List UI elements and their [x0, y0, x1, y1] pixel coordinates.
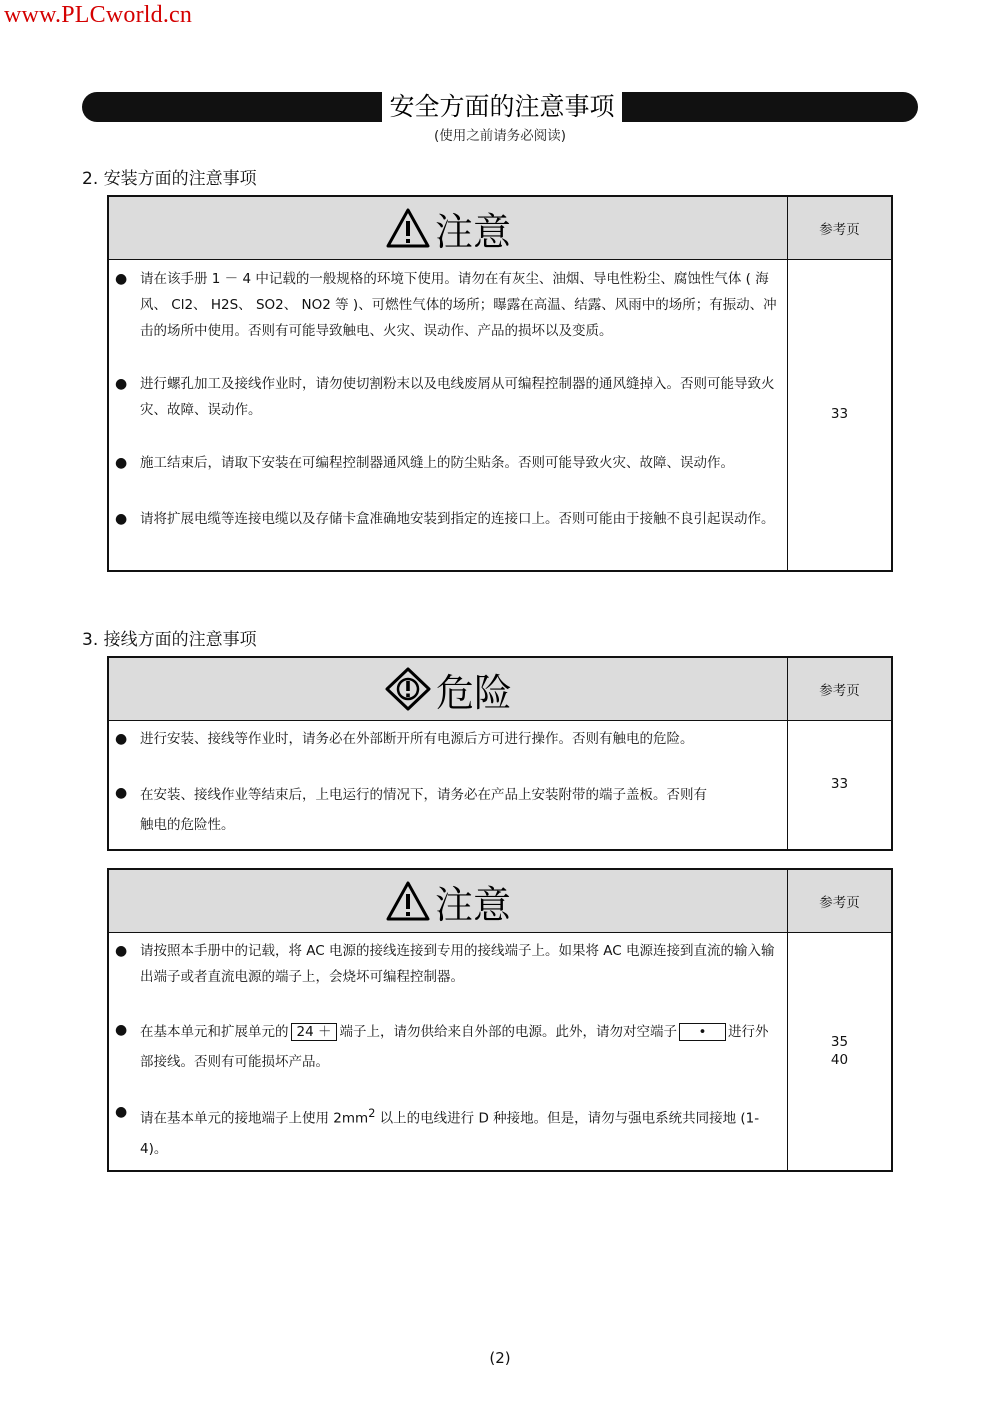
list-item	[115, 1099, 781, 1164]
bullet-icon: ●	[115, 943, 128, 959]
item-text: 请在该手册 1 － 4 中记载的一般规格的环境下使用。请勿在有灰尘、油烟、导电性粉尘、腐蚀性气体 ( 海风、 Cl2、 H2S、 SO2、 NO2 等 )、可燃性气体的场所；曝露在高温、结露、风雨中的场所；有振动、冲击的场所中使用。否则有可能导致触电、火灾、误动作、产品的损坏以及变质。	[140, 271, 777, 339]
list-item	[115, 780, 715, 840]
page-number: (2)	[489, 1349, 511, 1367]
box-title	[109, 870, 787, 932]
blank-terminal-box: •	[679, 1023, 726, 1041]
section-heading-wiring: 3. 接线方面的注意事项	[82, 630, 257, 650]
item-text: 进行螺孔加工及接线作业时，请勿使切割粉末以及电线废屑从可编程控制器的通风缝掉入。否则可能导致火灾、故障、误动作。	[140, 376, 775, 418]
item-text-part: 进行外部接线。否则有可能损坏产品。	[140, 1024, 769, 1070]
warning-triangle-icon	[385, 207, 431, 249]
title-banner	[82, 90, 918, 124]
item-text-part: 以上的电线进行 D 种接地。但是，请勿与强电系统共同接地 (1-4)。	[140, 1110, 760, 1157]
item-text-part: 端子上，请勿供给来自外部的电源。此外，请勿对空端子	[339, 1024, 677, 1040]
item-text	[140, 1017, 781, 1077]
reference-page-value: 40	[830, 1052, 849, 1068]
caution-box-wiring	[107, 868, 893, 1172]
reference-page-header: 参考页	[819, 222, 860, 238]
item-text: 施工结束后，请取下安装在可编程控制器通风缝上的防尘贴条。否则可能导致火灾、故障、误动作。	[140, 455, 734, 471]
reference-page-header: 参考页	[819, 683, 860, 699]
bullet-icon: ●	[115, 511, 128, 527]
terminal-24plus-box: 24 ＋	[291, 1023, 338, 1041]
reference-page-value: 33	[830, 406, 849, 422]
watermark-url: www.PLCworld.cn	[4, 2, 193, 28]
item-text: 请将扩展电缆等连接电缆以及存储卡盒准确地安装到指定的连接口上。否则可能由于接触不良引起误动作。	[140, 511, 775, 527]
list-item	[115, 450, 781, 476]
bullet-icon: ●	[115, 785, 128, 801]
bullet-icon: ●	[115, 271, 128, 287]
list-item	[115, 371, 781, 423]
bullet-icon: ●	[115, 455, 128, 471]
bullet-icon: ●	[115, 1022, 128, 1038]
danger-label: 危险	[435, 670, 512, 715]
danger-box-wiring	[107, 656, 893, 851]
section-heading-installation: 2. 安装方面的注意事项	[82, 169, 257, 189]
caution-label: 注意	[434, 882, 511, 927]
bullet-icon: ●	[115, 376, 128, 392]
danger-diamond-icon	[384, 666, 432, 712]
bullet-icon: ●	[115, 731, 128, 747]
bullet-icon: ●	[115, 1104, 128, 1120]
caution-box-installation	[107, 195, 893, 572]
page-title: 安全方面的注意事项	[382, 90, 622, 124]
list-item	[115, 726, 781, 752]
page-subtitle: (使用之前请务必阅读)	[433, 128, 567, 144]
box-title	[109, 658, 787, 720]
item-text-part: 请在基本单元的接地端子上使用 2mm	[140, 1110, 369, 1127]
list-item	[115, 1017, 781, 1077]
reference-page-value: 35	[830, 1034, 849, 1050]
list-item	[115, 266, 781, 344]
item-text	[140, 1099, 781, 1164]
item-text: 请按照本手册中的记载，将 AC 电源的接线连接到专用的接线端子上。如果将 AC 电源连接到直流的输入输出端子或者直流电源的端子上，会烧坏可编程控制器。	[140, 943, 775, 985]
list-item	[115, 938, 781, 990]
item-text-part: 在基本单元和扩展单元的	[140, 1024, 289, 1040]
item-text: 进行安装、接线等作业时，请务必在外部断开所有电源后方可进行操作。否则有触电的危险。	[140, 731, 694, 747]
caution-label: 注意	[434, 209, 511, 254]
list-item	[115, 506, 781, 532]
reference-page-header: 参考页	[819, 895, 860, 911]
superscript: 2	[368, 1107, 376, 1120]
box-title	[109, 197, 787, 259]
reference-page-value: 33	[830, 776, 849, 792]
item-text: 在安装、接线作业等结束后，上电运行的情况下，请务必在产品上安装附带的端子盖板。否则有触电的危险性。	[140, 787, 707, 833]
warning-triangle-icon	[385, 880, 431, 922]
